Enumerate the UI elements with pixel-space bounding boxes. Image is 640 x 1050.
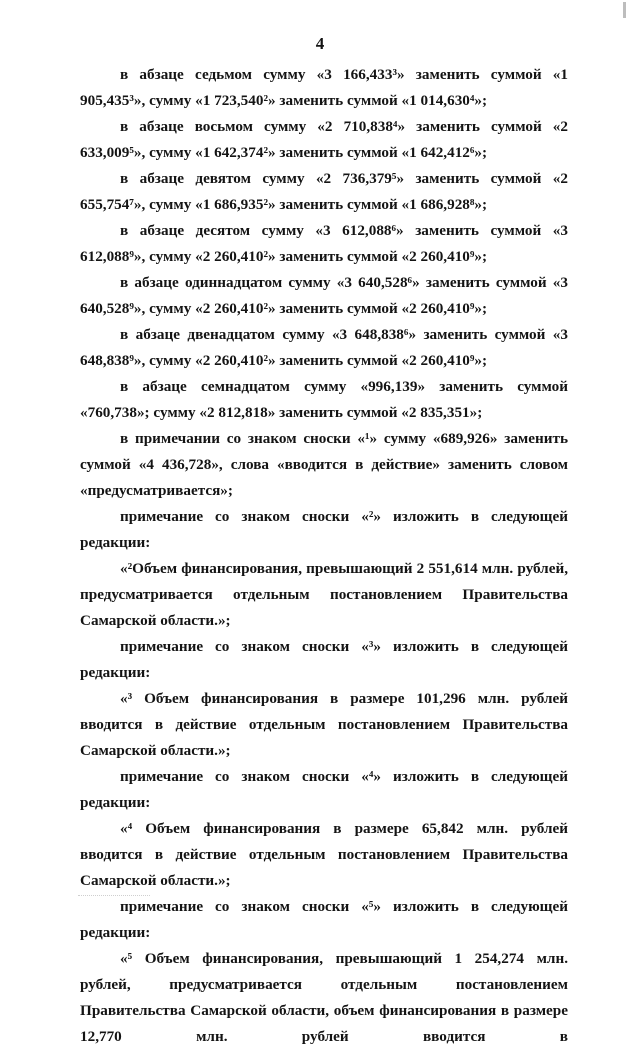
paragraph-13: примечание со знаком сноски «⁴» изложить в следующей редакции: — [80, 768, 568, 811]
paragraph-6: в абзаце двенадцатом сумму «3 648,838⁶» заменить суммой «3 648,838⁹», сумму «2 260,410²» заменить суммой «2 260,410⁹»; — [80, 326, 568, 369]
paragraph-14: «⁴ Объем финансирования в размере 65,842 млн. рублей вводится в действие отдельным постановлением Правительства Самарской области.»; — [80, 820, 568, 889]
paragraph-2: в абзаце восьмом сумму «2 710,838⁴» заменить суммой «2 633,009⁵», сумму «1 642,374²» заменить суммой «1 642,412⁶»; — [80, 118, 568, 161]
bottom-dotted-rule — [78, 895, 150, 896]
paragraph-3: в абзаце девятом сумму «2 736,379⁵» заменить суммой «2 655,754⁷», сумму «1 686,935²» заменить суммой «1 686,928⁸»; — [80, 170, 568, 213]
page-number: 4 — [315, 34, 325, 53]
paragraph-9: примечание со знаком сноски «²» изложить в следующей редакции: — [80, 508, 568, 551]
paragraph-10: «²Объем финансирования, превышающий 2 551,614 млн. рублей, предусматривается отдельным постановлением Правительства Самарской области.»; — [80, 560, 568, 629]
paragraph-11: примечание со знаком сноски «³» изложить в следующей редакции: — [80, 638, 568, 681]
paragraph-15: примечание со знаком сноски «⁵» изложить в следующей редакции: — [80, 898, 568, 941]
paragraph-7: в абзаце семнадцатом сумму «996,139» заменить суммой «760,738»; сумму «2 812,818» заменить суммой «2 835,351»; — [80, 378, 568, 421]
paragraph-1: в абзаце седьмом сумму «3 166,433³» заменить суммой «1 905,435³», сумму «1 723,540²» заменить суммой «1 014,630⁴»; — [80, 66, 568, 109]
paragraph-16: «⁵ Объем финансирования, превышающий 1 254,274 млн. рублей, предусматривается отдельным постановлением Правительства Самарской области, объем финансирования в размере 12,770 млн. рублей вводится в — [80, 950, 568, 1045]
paragraph-8: в примечании со знаком сноски «¹» сумму «689,926» заменить суммой «4 436,728», слова «вводится в действие» заменить словом «предусматривается»; — [80, 430, 568, 499]
paragraph-5: в абзаце одиннадцатом сумму «3 640,528⁶» заменить суммой «3 640,528⁹», сумму «2 260,410²» заменить суммой «2 260,410⁹»; — [80, 274, 568, 317]
document-body — [80, 62, 568, 1050]
paragraph-4: в абзаце десятом сумму «3 612,088⁶» заменить суммой «3 612,088⁹», сумму «2 260,410²» заменить суммой «2 260,410⁹»; — [80, 222, 568, 265]
scan-artifact — [623, 2, 626, 18]
paragraph-12: «³ Объем финансирования в размере 101,296 млн. рублей вводится в действие отдельным постановлением Правительства Самарской области.»; — [80, 690, 568, 759]
